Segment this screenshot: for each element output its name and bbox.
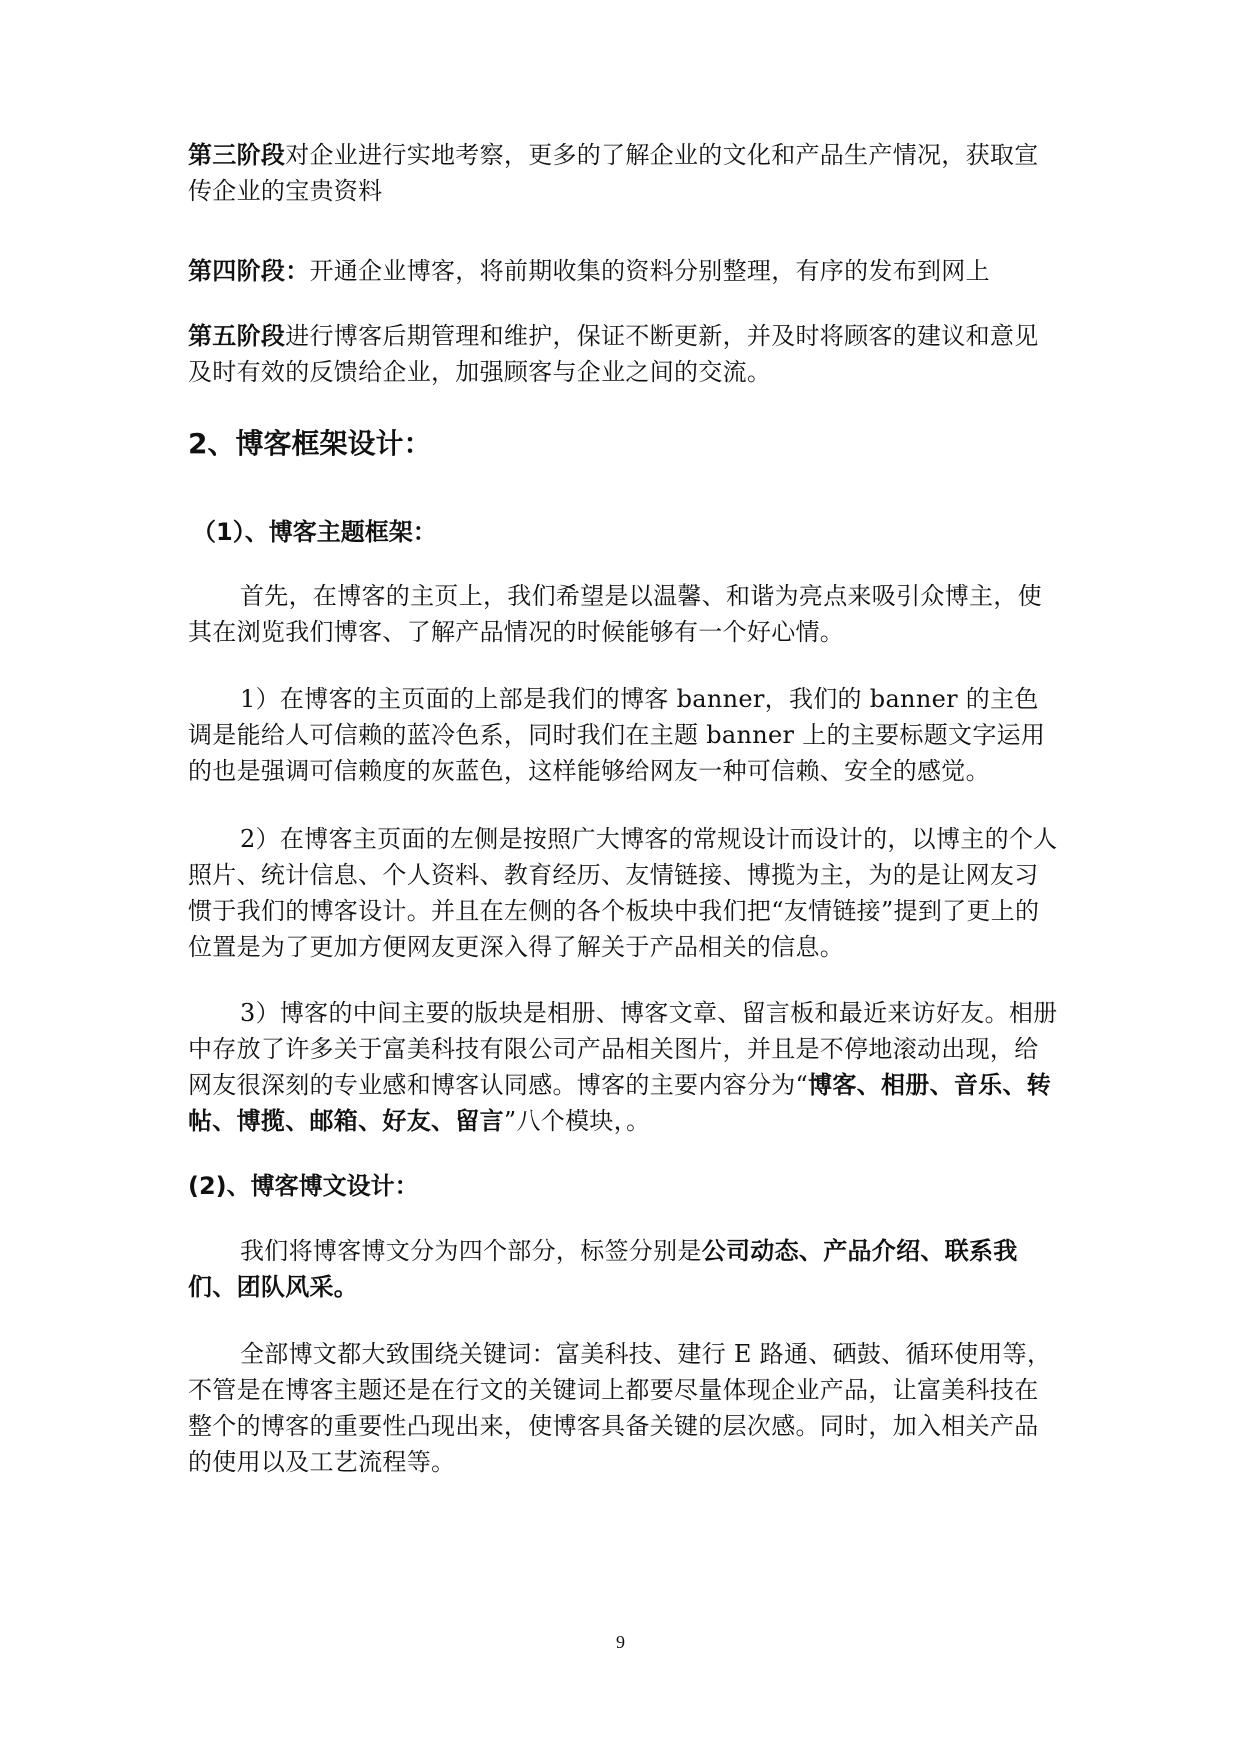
subsection-2-para-1: [188, 1233, 1060, 1305]
stage-5-text: 进行博客后期管理和维护，保证不断更新，并及时将顾客的建议和意见及时有效的反馈给企业，加强顾客与企业之间的交流。: [188, 322, 1039, 386]
item-3-modules: 博客、相册、音乐、转帖、博揽、邮箱、好友、留言: [188, 1071, 1052, 1135]
subsection-1-item-2: 2）在博客主页面的左侧是按照广大博客的常规设计而设计的，以博主的个人照片、统计信息、个人资料、教育经历、友情链接、博揽为主，为的是让网友习惯于我们的博客设计。并且在左侧的各个板块中我们把“友情链接”提到了更上的位置是为了更加方便网友更深入得了解关于产品相关的信息。: [188, 825, 1058, 961]
item-3-text: 3）博客的中间主要的版块是相册、博客文章、留言板和最近来访好友。相册中存放了许多关于富美科技有限公司产品相关图片，并且是不停地滚动出现，给网友很深刻的专业感和博客认同感。博客的主要内容分为“: [188, 999, 1058, 1099]
subsection-2-para-2: 全部博文都大致围绕关键词：富美科技、建行 E 路通、硒鼓、循环使用等，不管是在博客主题还是在行文的关键词上都要尽量体现企业产品，让富美科技在整个的博客的重要性凸现出来，使博客具备关键的层次感。同时，加入相关产品的使用以及工艺流程等。: [188, 1340, 1052, 1476]
stage-5-paragraph: [188, 318, 1060, 390]
stage-4-paragraph: [188, 253, 1060, 289]
subsection-1-heading: （1）、博客主题框架：: [192, 518, 437, 546]
subsection-1-item-3: [188, 995, 1060, 1139]
page-number: 9: [616, 1632, 625, 1652]
item-3-tail: ”八个模块，。: [503, 1107, 651, 1135]
subsection-1-intro: 首先，在博客的主页上，我们希望是以温馨、和谐为亮点来吸引众博主，使其在浏览我们博客、了解产品情况的时候能够有一个好心情。: [188, 582, 1042, 646]
stage-4-text: 开通企业博客，将前期收集的资料分别整理，有序的发布到网上: [309, 257, 990, 285]
para-1-text: 我们将博客博文分为四个部分，标签分别是: [240, 1237, 702, 1265]
subsection-2-heading: (2)、博客博文设计：: [188, 1172, 419, 1200]
section-2-heading: 2、博客框架设计：: [188, 427, 432, 460]
stage-4-label: 第四阶段：: [188, 257, 310, 285]
stage-3-paragraph: [188, 137, 1060, 209]
blog-tags: 公司动态、产品介绍、联系我们、团队风采。: [188, 1237, 1018, 1301]
stage-3-label: 第三阶段: [188, 141, 286, 169]
stage-5-label: 第五阶段: [188, 322, 286, 350]
stage-3-text: 对企业进行实地考察，更多的了解企业的文化和产品生产情况，获取宣传企业的宝贵资料: [188, 141, 1039, 205]
subsection-1-item-1: 1）在博客的主页面的上部是我们的博客 banner，我们的 banner 的主色调是能给人可信赖的蓝冷色系，同时我们在主题 banner 上的主要标题文字运用的也是强调可信赖度的灰蓝色，这样能够给网友一种可信赖、安全的感觉。: [188, 685, 1046, 785]
